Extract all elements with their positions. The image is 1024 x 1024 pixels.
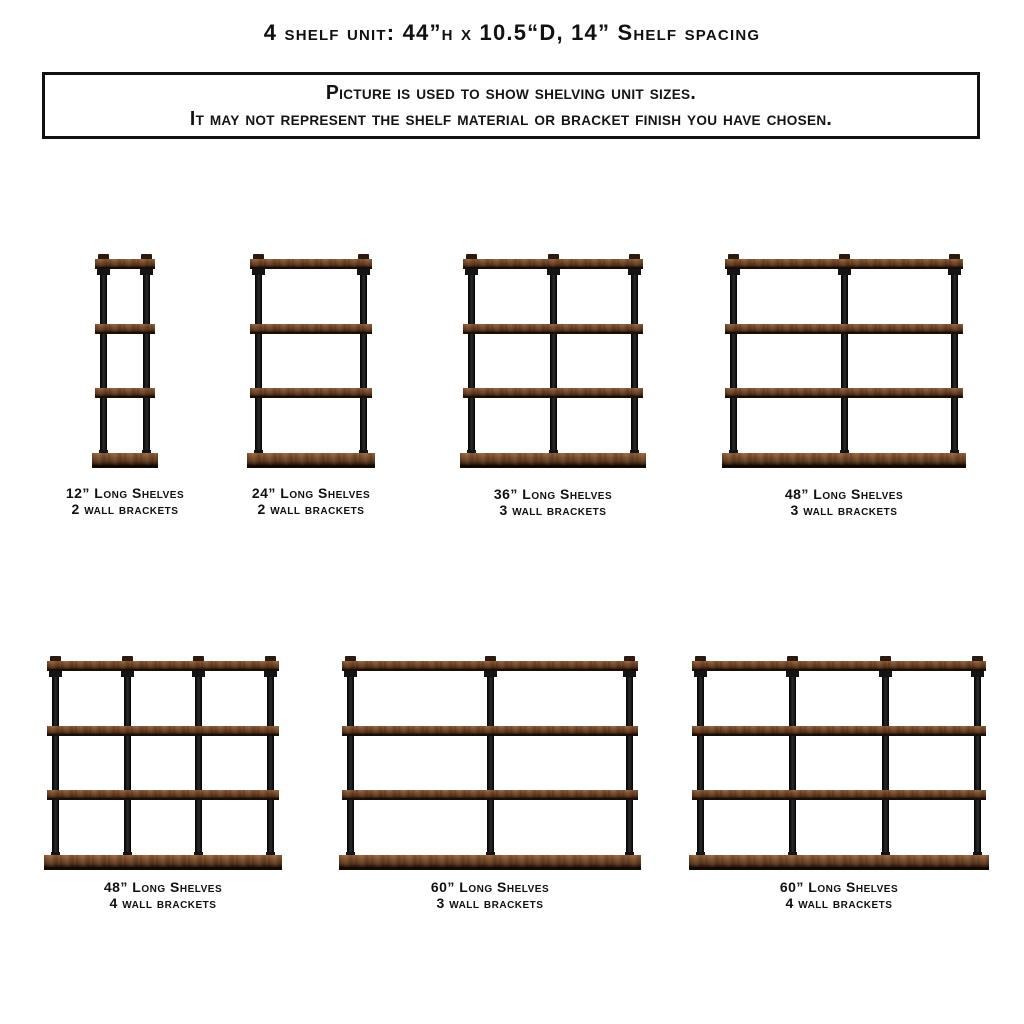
unit-label-60in-4-brackets [679, 880, 999, 912]
unit-label-line1: 24” Long Shelves [251, 485, 371, 501]
bracket-flare [623, 671, 636, 677]
bracket-post [841, 259, 848, 453]
bracket-flare [484, 671, 497, 677]
wood-shelf [725, 324, 963, 334]
bracket-post [789, 661, 796, 855]
bracket-flare [971, 671, 984, 677]
notice-line-2: It may not represent the shelf material or bracket finish you have chosen. [189, 107, 833, 130]
shelf-unit-36in-3-brackets [464, 254, 642, 468]
wood-shelf-bottom [689, 855, 989, 870]
bracket-post [882, 661, 889, 855]
wood-shelf [47, 726, 279, 736]
unit-label-line1: 60” Long Shelves [430, 879, 550, 895]
shelf-unit-60in-4-brackets [693, 656, 985, 870]
bracket-flare [547, 269, 560, 275]
wood-shelf [250, 324, 372, 334]
bracket-flare [121, 671, 134, 677]
bracket-post [626, 661, 633, 855]
bracket-post [143, 259, 150, 453]
bracket-flare [786, 671, 799, 677]
shelf-unit-24in-2-brackets [251, 254, 371, 468]
bracket-post [360, 259, 367, 453]
wood-shelf [342, 661, 638, 671]
unit-label-36in-3-brackets [393, 487, 713, 519]
unit-label-line2: 2 wall brackets [257, 501, 365, 517]
bracket-flare [97, 269, 110, 275]
bracket-post [487, 661, 494, 855]
wood-shelf-bottom [460, 453, 646, 468]
wood-shelf [463, 388, 643, 398]
unit-label-line2: 3 wall brackets [436, 895, 544, 911]
notice-box [42, 72, 980, 139]
unit-label-line2: 3 wall brackets [790, 502, 898, 518]
bracket-flare [879, 671, 892, 677]
wood-shelf [250, 388, 372, 398]
wood-shelf [692, 790, 986, 800]
bracket-post [124, 661, 131, 855]
notice-line-1: Picture is used to show shelving unit sizes. [325, 81, 697, 104]
bracket-post [52, 661, 59, 855]
wood-shelf [95, 259, 155, 269]
unit-label-line2: 2 wall brackets [71, 501, 179, 517]
bracket-flare [49, 671, 62, 677]
bracket-post [267, 661, 274, 855]
bracket-post [697, 661, 704, 855]
bracket-flare [628, 269, 641, 275]
page-title: 4 shelf unit: 44”h x 10.5“D, 14” Shelf spacing [263, 20, 761, 45]
bracket-post [195, 661, 202, 855]
bracket-flare [357, 269, 370, 275]
wood-shelf-bottom [339, 855, 641, 870]
wood-shelf-bottom [92, 453, 158, 468]
wood-shelf [692, 661, 986, 671]
unit-label-line1: 36” Long Shelves [493, 486, 613, 502]
bracket-post [255, 259, 262, 453]
unit-label-60in-3-brackets [330, 880, 650, 912]
wood-shelf [342, 790, 638, 800]
wood-shelf-bottom [247, 453, 375, 468]
wood-shelf [342, 726, 638, 736]
unit-label-48in-4-brackets [3, 880, 323, 912]
bracket-flare [140, 269, 153, 275]
bracket-post [951, 259, 958, 453]
wood-shelf [463, 324, 643, 334]
bracket-post [730, 259, 737, 453]
wood-shelf [47, 790, 279, 800]
wood-shelf [95, 388, 155, 398]
bracket-flare [948, 269, 961, 275]
wood-shelf [47, 661, 279, 671]
unit-label-line1: 12” Long Shelves [65, 485, 185, 501]
shelf-unit-60in-3-brackets [343, 656, 637, 870]
bracket-flare [727, 269, 740, 275]
wood-shelf [692, 726, 986, 736]
unit-label-line1: 48” Long Shelves [784, 486, 904, 502]
wood-shelf-bottom [44, 855, 282, 870]
bracket-post [550, 259, 557, 453]
wood-shelf [463, 259, 643, 269]
unit-label-line2: 4 wall brackets [785, 895, 893, 911]
unit-label-line1: 48” Long Shelves [103, 879, 223, 895]
wood-shelf-bottom [722, 453, 966, 468]
wood-shelf [95, 324, 155, 334]
bracket-post [468, 259, 475, 453]
bracket-post [100, 259, 107, 453]
wood-shelf [725, 259, 963, 269]
shelf-unit-48in-3-brackets [726, 254, 962, 468]
bracket-flare [344, 671, 357, 677]
wood-shelf [250, 259, 372, 269]
unit-label-48in-3-brackets [684, 487, 1004, 519]
bracket-flare [465, 269, 478, 275]
bracket-flare [694, 671, 707, 677]
shelf-unit-48in-4-brackets [48, 656, 278, 870]
unit-label-line2: 4 wall brackets [109, 895, 217, 911]
bracket-flare [252, 269, 265, 275]
bracket-post [974, 661, 981, 855]
bracket-post [631, 259, 638, 453]
bracket-flare [264, 671, 277, 677]
bracket-post [347, 661, 354, 855]
unit-label-line1: 60” Long Shelves [779, 879, 899, 895]
wood-shelf [725, 388, 963, 398]
unit-label-line2: 3 wall brackets [499, 502, 607, 518]
bracket-flare [838, 269, 851, 275]
shelf-unit-12in-2-brackets [96, 254, 154, 468]
bracket-flare [192, 671, 205, 677]
